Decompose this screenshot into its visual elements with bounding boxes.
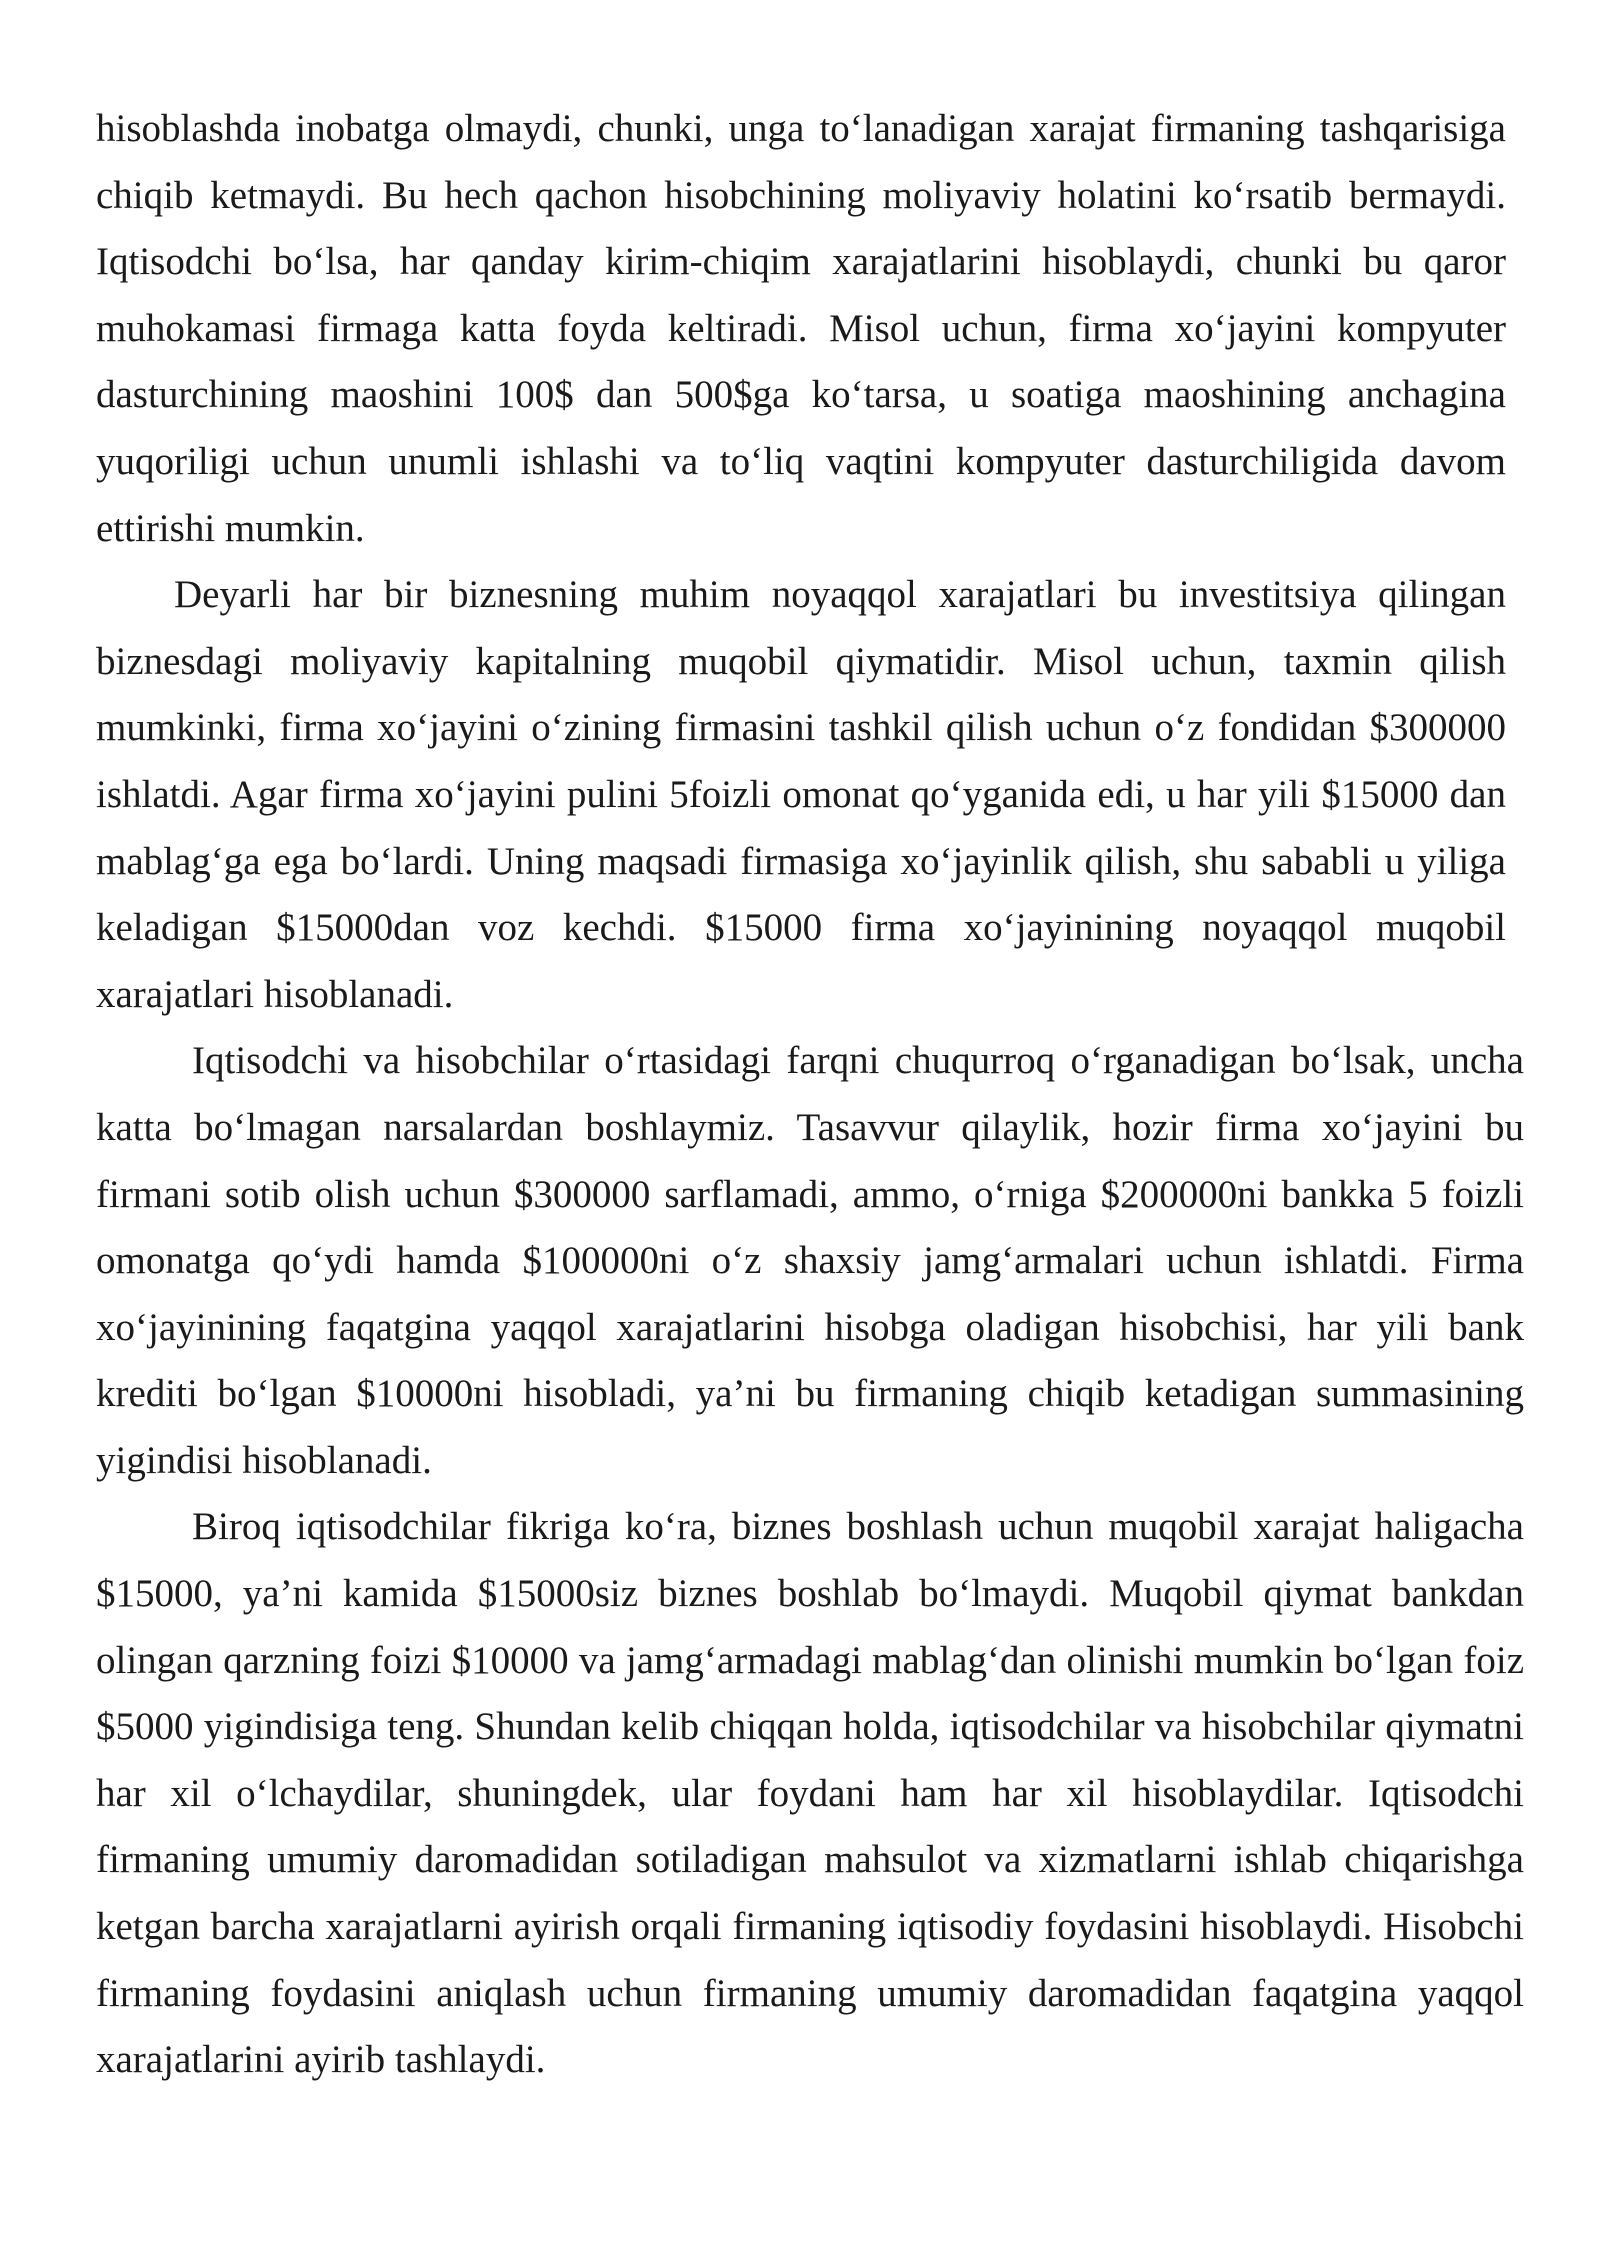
paragraph-1: hisoblashda inobatga olmaydi, chunki, unga to‘lanadigan xarajat firmaning tashqarisiga chiqib ketmaydi. Bu hech qachon hisobchining moliyaviy holatini ko‘rsatib bermaydi. Iqtisodchi bo‘lsa, har qanday kirim-chiqim xarajatlarini hisoblaydi, chunki bu qaror muhokamasi firmaga katta foyda keltiradi. Misol uchun, firma xo‘jayini kompyuter dasturchining maoshini 100$ dan 500$ga ko‘tarsa, u soatiga maoshining anchagina yuqoriligi uchun unumli ishlashi va to‘liq vaqtini kompyuter dasturchiligida davom ettirishi mumkin. [96, 107, 1506, 550]
document-page [96, 96, 1524, 2094]
paragraph-4: Biroq iqtisodchilar fikriga ko‘ra, biznes boshlash uchun muqobil xarajat haligacha $15000, ya’ni kamida $15000siz biznes boshlab bo‘lmaydi. Muqobil qiymat bankdan olingan qarzning foizi $10000 va jamg‘armadagi mablag‘dan olinishi mumkin bo‘lgan foiz $5000 yigindisiga teng. Shundan kelib chiqqan holda, iqtisodchilar va hisobchilar qiymatni har xil o‘lchaydilar, shuningdek, ular foydani ham har xil hisoblaydilar. Iqtisodchi firmaning umumiy daromadidan sotiladigan mahsulot va xizmatlarni ishlab chiqarishga ketgan barcha xarajatlarni ayirish orqali firmaning iqtisodiy foydasini hisoblaydi. Hisobchi firmaning foydasini aniqlash uchun firmaning umumiy daromadidan faqatgina yaqqol xarajatlarini ayirib tashlaydi. [96, 1505, 1524, 2082]
paragraph-3: Iqtisodchi va hisobchilar o‘rtasidagi farqni chuqurroq o‘rganadigan bo‘lsak, uncha katta bo‘lmagan narsalardan boshlaymiz. Tasavvur qilaylik, hozir firma xo‘jayini bu firmani sotib olish uchun $300000 sarflamadi, ammo, o‘rniga $200000ni bankka 5 foizli omonatga qo‘ydi hamda $100000ni o‘z shaxsiy jamg‘armalari uchun ishlatdi. Firma xo‘jayinining faqatgina yaqqol xarajatlarini hisobga oladigan hisobchisi, har yili bank krediti bo‘lgan $10000ni hisobladi, ya’ni bu firmaning chiqib ketadigan summasining yigindisi hisoblanadi. [96, 1039, 1524, 1482]
paragraph-2: Deyarli har bir biznesning muhim noyaqqol xarajatlari bu investitsiya qilingan biznesdagi moliyaviy kapitalning muqobil qiymatidir. Misol uchun, taxmin qilish mumkinki, firma xo‘jayini o‘zining firmasini tashkil qilish uchun o‘z fondidan $300000 ishlatdi. Agar firma xo‘jayini pulini 5foizli omonat qo‘yganida edi, u har yili $15000 dan mablag‘ga ega bo‘lardi. Uning maqsadi firmasiga xo‘jayinlik qilish, shu sababli u yiliga keladigan $15000dan voz kechdi. $15000 firma xo‘jayinining noyaqqol muqobil xarajatlari hisoblanadi. [96, 573, 1506, 1016]
